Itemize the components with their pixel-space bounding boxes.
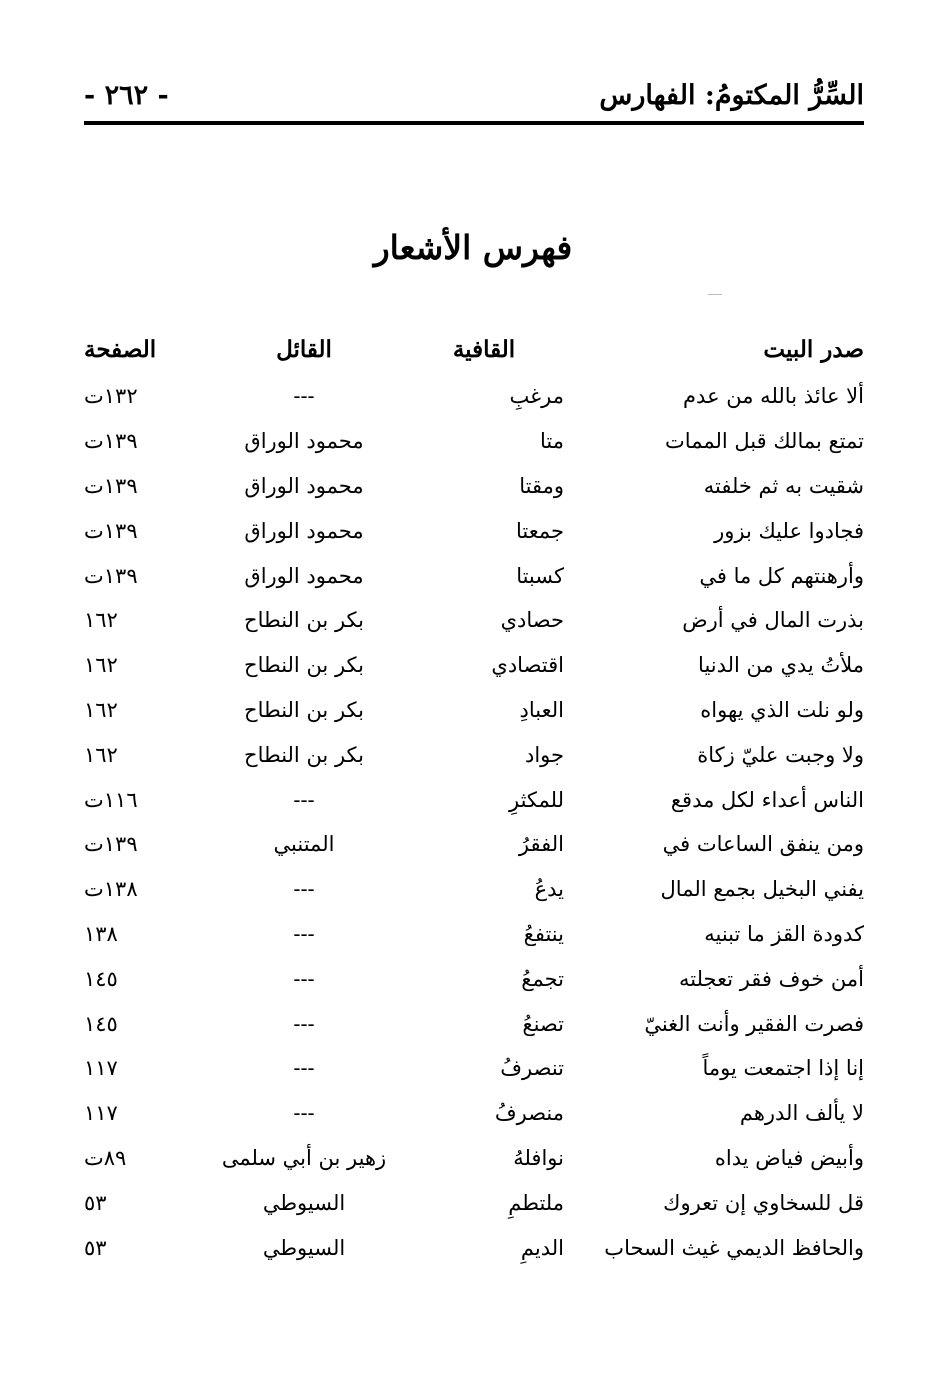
table-row [84, 822, 864, 867]
page-cell: ٥٣ [84, 1235, 107, 1260]
verse-cell: فصرت الفقير وأنت الغنيّ [644, 1011, 864, 1036]
table-row [84, 598, 864, 643]
poet-cell: --- [293, 787, 315, 812]
verse-cell: ومن ينفق الساعات في [662, 832, 864, 857]
header-rule [84, 121, 864, 125]
table-row [84, 464, 864, 509]
page-cell: ١٣٨ت [84, 877, 138, 902]
book-title: السِّرُّ المكتومُ: الفهارس [599, 80, 864, 111]
poetry-index-table [84, 324, 864, 1270]
verse-cell: أمن خوف فقر تعجلته [678, 966, 864, 991]
verse-cell: كدودة القز ما تبنيه [704, 921, 864, 946]
page-number: - ٢٦٢ - [84, 80, 169, 111]
verse-cell: ولو نلت الذي يهواه [700, 697, 864, 722]
table-row [84, 374, 864, 419]
rhyme-cell: جمعتا [516, 518, 564, 543]
page-cell: ١٣٩ت [84, 429, 138, 454]
rhyme-cell: مرغبِ [509, 384, 564, 409]
rhyme-cell: تنصرفُ [500, 1056, 564, 1081]
rhyme-cell: يدعُ [534, 877, 564, 902]
poet-cell: --- [293, 384, 315, 409]
table-row [84, 508, 864, 553]
verse-cell: لا يألف الدرهم [739, 1101, 864, 1126]
verse-cell: فجادوا عليك بزور [714, 518, 864, 543]
table-row [84, 912, 864, 957]
table-row [84, 419, 864, 464]
table-header-row [84, 324, 864, 374]
page-cell: ١٤٥ [84, 966, 118, 991]
poet-cell: السيوطي [262, 1235, 346, 1260]
page-cell: ١٣٩ت [84, 518, 138, 543]
poet-cell: --- [293, 966, 315, 991]
poet-cell: --- [293, 1011, 315, 1036]
page-cell: ١٦٢ [84, 608, 118, 633]
table-row [84, 956, 864, 1001]
poet-cell: السيوطي [262, 1190, 346, 1215]
table-row [84, 777, 864, 822]
page-cell: ١١٧ [84, 1056, 118, 1081]
rhyme-cell: اقتصادي [491, 653, 564, 678]
verse-cell: الناس أعداء لكل مدقع [670, 787, 864, 812]
page-cell: ١١٧ [84, 1101, 118, 1126]
verse-cell: ملأتُ يدي من الدنيا [698, 653, 864, 678]
running-head [84, 76, 864, 120]
page-cell: ١٦٢ [84, 697, 118, 722]
page-cell: ١٦٢ [84, 742, 118, 767]
page-cell: ١٣٩ت [84, 563, 138, 588]
page-cell: ١٣٩ت [84, 832, 138, 857]
rhyme-cell: تصنعُ [522, 1011, 564, 1036]
print-mark [708, 294, 722, 295]
table-row [84, 1225, 864, 1270]
page-cell: ٨٩ت [84, 1145, 127, 1170]
table-row [84, 688, 864, 733]
poet-cell: محمود الوراق [244, 473, 364, 498]
verse-cell: شقيت به ثم خلفته [703, 473, 864, 498]
rhyme-cell: ملتطمِ [508, 1190, 564, 1215]
table-row [84, 732, 864, 777]
verse-cell: وأبيض فياض يداه [714, 1145, 864, 1170]
poet-cell: المتنبي [273, 832, 335, 857]
table-row [84, 553, 864, 598]
page-cell: ١٣٢ت [84, 384, 138, 409]
column-header-rhyme: القافية [452, 335, 516, 363]
verse-cell: بذرت المال في أرض [682, 608, 864, 633]
page-cell: ١١٦ت [84, 787, 138, 812]
rhyme-cell: منصرفُ [494, 1101, 564, 1126]
column-header-verse: صدر البيت [763, 335, 864, 363]
page-cell: ٥٣ [84, 1190, 107, 1215]
page-title: فهرس الأشعار [373, 228, 573, 267]
verse-cell: ولا وجبت عليّ زكاة [697, 742, 864, 767]
poet-cell: زهير بن أبي سلمى [221, 1145, 387, 1170]
rhyme-cell: العبادِ [519, 697, 564, 722]
table-row [84, 867, 864, 912]
table-row [84, 1136, 864, 1181]
column-header-poet: القائل [276, 335, 332, 363]
rhyme-cell: الفقرُ [518, 832, 564, 857]
verse-cell: والحافظ الديمي غيث السحاب [604, 1235, 864, 1260]
page-cell: ١٦٢ [84, 653, 118, 678]
table-row [84, 1091, 864, 1136]
poet-cell: بكر بن النطاح [244, 742, 364, 767]
table-row [84, 643, 864, 688]
poet-cell: محمود الوراق [244, 563, 364, 588]
rhyme-cell: حصادي [500, 608, 564, 633]
rhyme-cell: كسبتا [516, 563, 564, 588]
poet-cell: --- [293, 1056, 315, 1081]
verse-cell: ألا عائذ بالله من عدم [683, 384, 864, 409]
table-row [84, 1180, 864, 1225]
table-row [84, 1001, 864, 1046]
poet-cell: بكر بن النطاح [244, 608, 364, 633]
verse-cell: يفني البخيل بجمع المال [660, 877, 864, 902]
poet-cell: محمود الوراق [244, 518, 364, 543]
page-cell: ١٣٨ [84, 921, 118, 946]
page-cell: ١٣٩ت [84, 473, 138, 498]
verse-cell: إنا إذا اجتمعت يوماً [702, 1056, 864, 1081]
rhyme-cell: ينتفعُ [523, 921, 564, 946]
rhyme-cell: متا [540, 429, 564, 454]
verse-cell: قل للسخاوي إن تعروك [663, 1190, 864, 1215]
column-header-page: الصفحة [84, 335, 157, 363]
rhyme-cell: جواد [524, 742, 564, 767]
rhyme-cell: ومقتا [519, 473, 564, 498]
verse-cell: تمتع بمالك قبل الممات [665, 429, 864, 454]
poet-cell: بكر بن النطاح [244, 653, 364, 678]
poet-cell: بكر بن النطاح [244, 697, 364, 722]
poet-cell: --- [293, 877, 315, 902]
verse-cell: وأرهنتهم كل ما في [699, 563, 864, 588]
rhyme-cell: للمكثرِ [508, 787, 564, 812]
page-cell: ١٤٥ [84, 1011, 118, 1036]
rhyme-cell: نوافلهُ [513, 1145, 564, 1170]
table-row [84, 1046, 864, 1091]
poet-cell: --- [293, 921, 315, 946]
rhyme-cell: تجمعُ [521, 966, 564, 991]
poet-cell: محمود الوراق [244, 429, 364, 454]
rhyme-cell: الديمِ [520, 1235, 564, 1260]
poet-cell: --- [293, 1101, 315, 1126]
